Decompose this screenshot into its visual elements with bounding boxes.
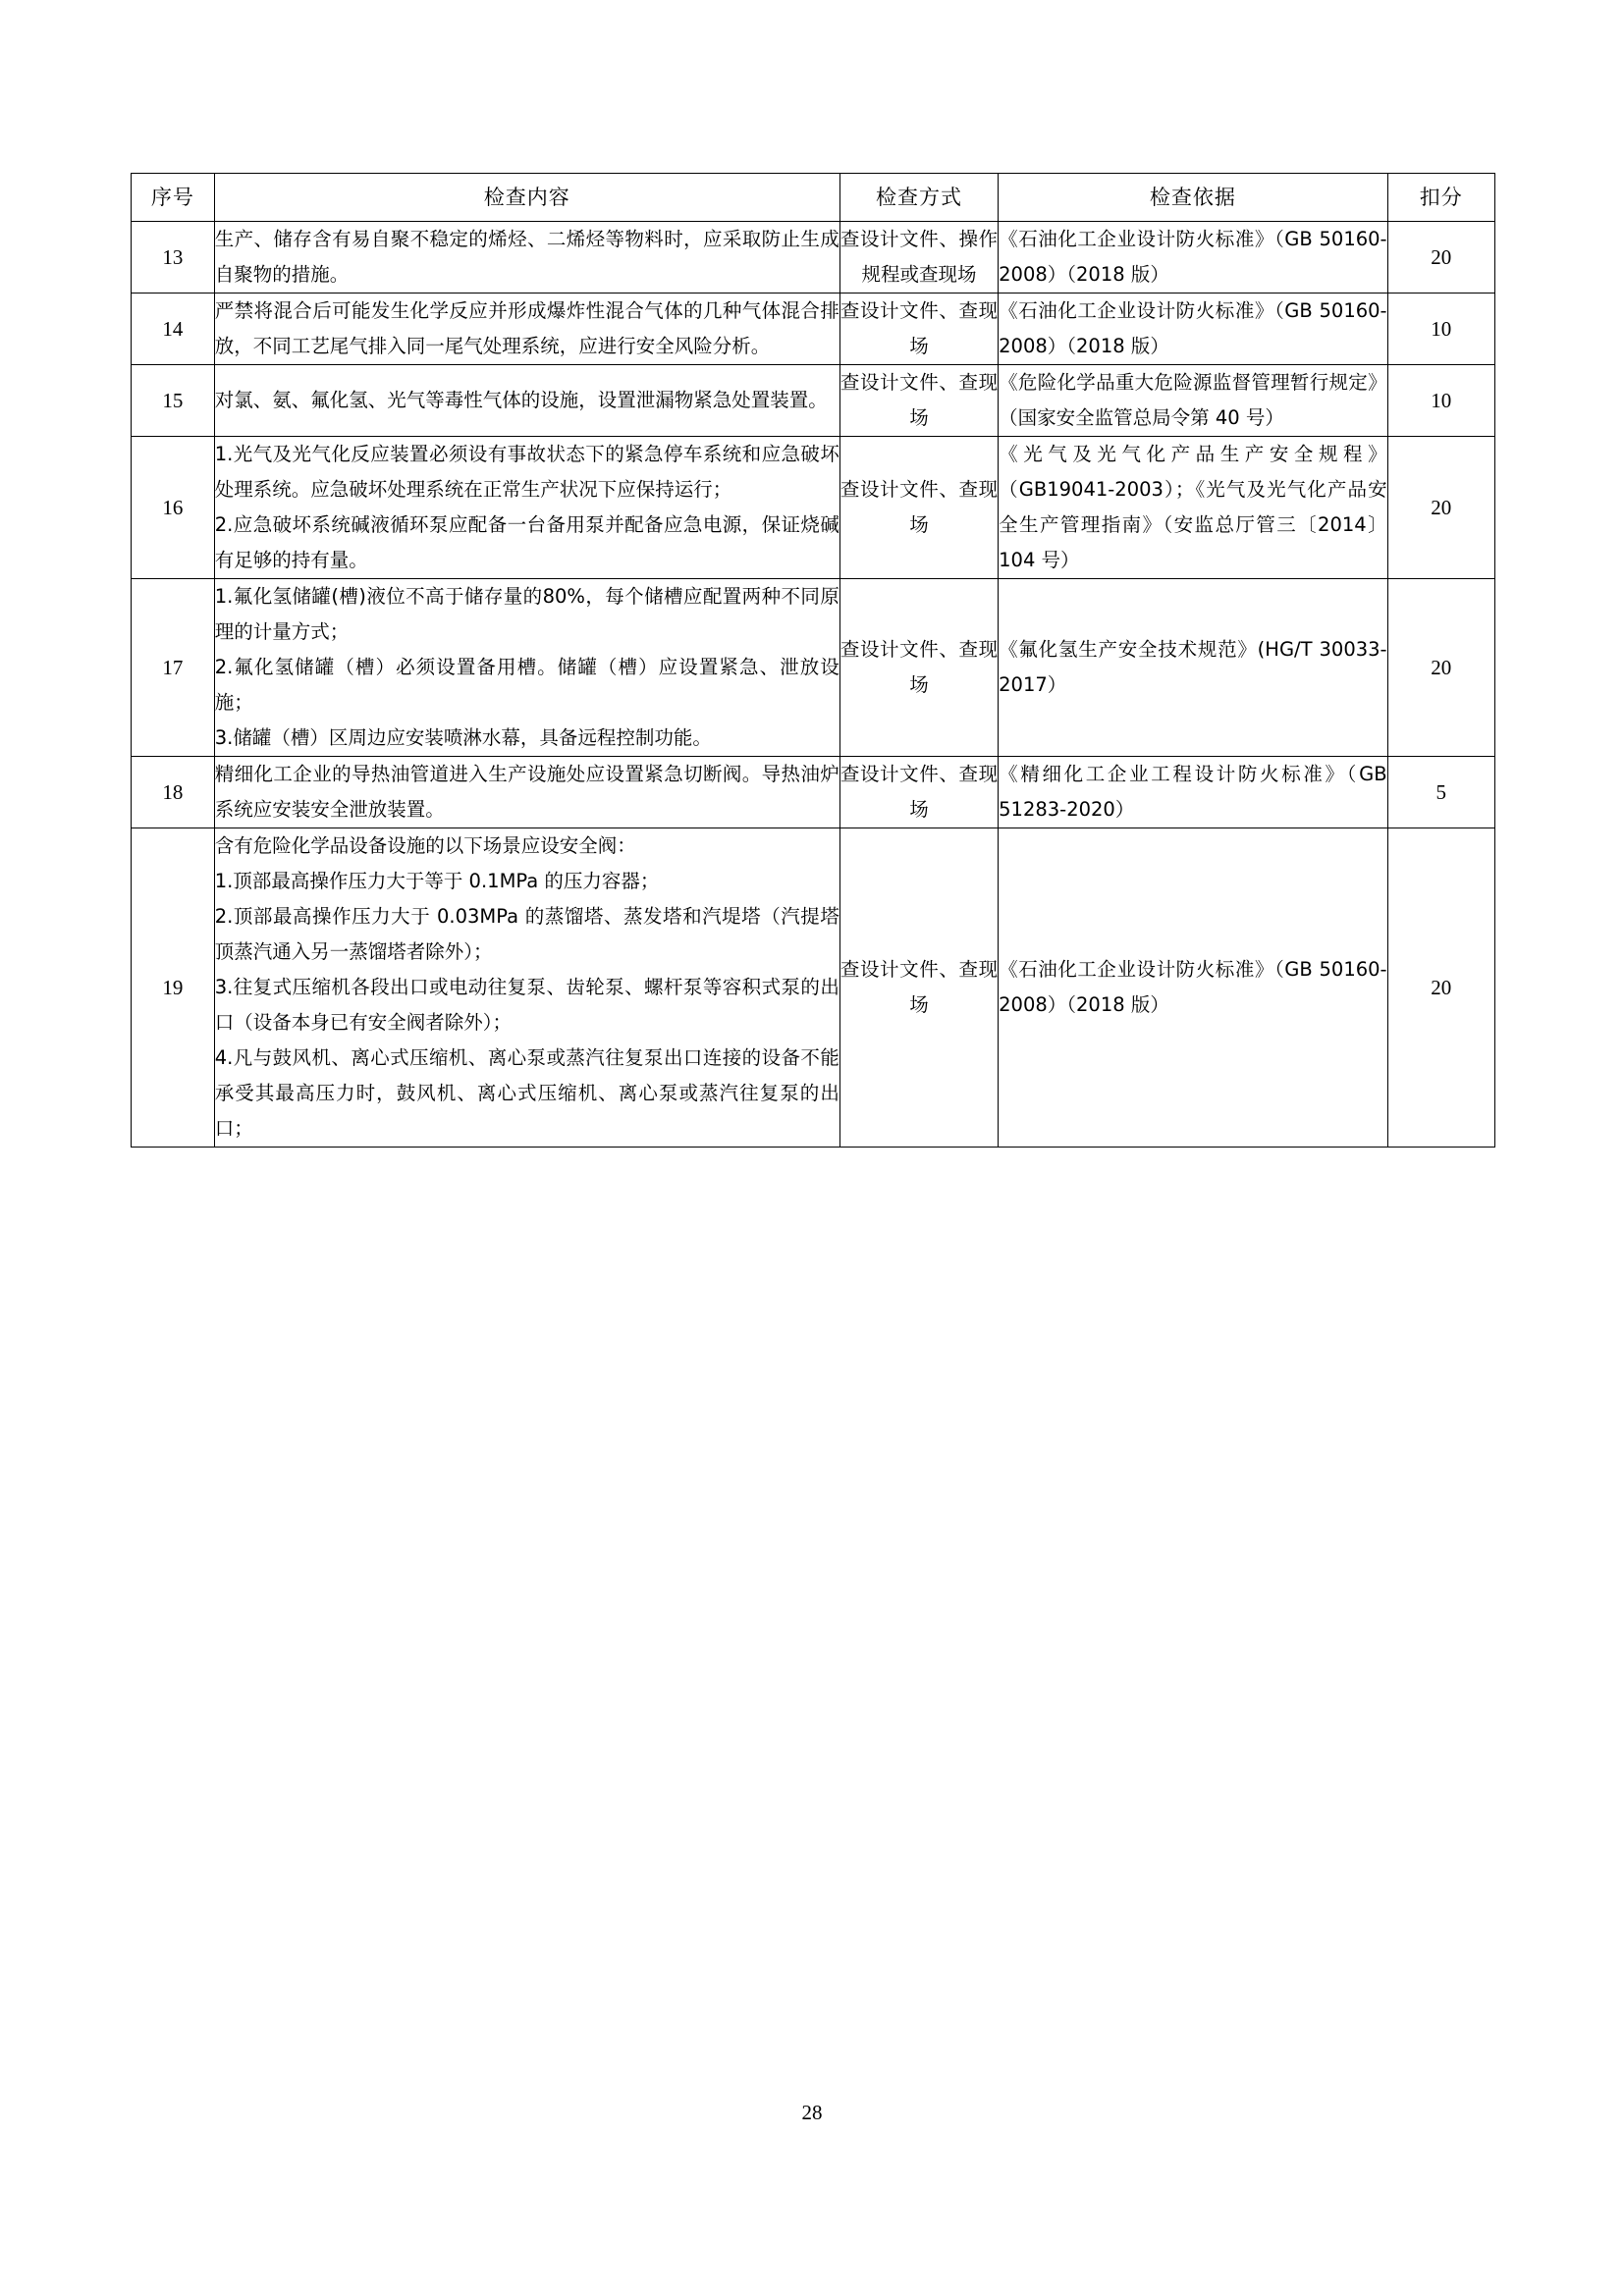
row-method: 查设计文件、查现场 xyxy=(839,365,998,437)
row-basis: 《精细化工企业工程设计防火标准》（GB 51283-2020） xyxy=(999,757,1387,828)
column-header-score: 扣分 xyxy=(1387,174,1494,222)
table-row xyxy=(132,365,1495,437)
row-method: 查设计文件、操作规程或查现场 xyxy=(839,222,998,294)
row-method: 查设计文件、查现场 xyxy=(839,828,998,1148)
row-basis: 《石油化工企业设计防火标准》（GB 50160-2008）（2018 版） xyxy=(999,222,1387,294)
row-score: 5 xyxy=(1387,757,1494,828)
row-basis: 《石油化工企业设计防火标准》（GB 50160-2008）（2018 版） xyxy=(999,828,1387,1148)
page-number: 28 xyxy=(801,2101,823,2124)
column-header-basis: 检查依据 xyxy=(999,174,1387,222)
checklist-table xyxy=(131,173,1495,1148)
row-score: 20 xyxy=(1387,579,1494,757)
row-content: 生产、储存含有易自聚不稳定的烯烃、二烯烃等物料时，应采取防止生成自聚物的措施。 xyxy=(214,222,839,294)
row-number: 13 xyxy=(132,222,215,294)
table-header xyxy=(132,174,1495,222)
row-method: 查设计文件、查现场 xyxy=(839,437,998,579)
row-basis: 《石油化工企业设计防火标准》（GB 50160-2008）（2018 版） xyxy=(999,294,1387,365)
row-content: 精细化工企业的导热油管道进入生产设施处应设置紧急切断阀。导热油炉系统应安装安全泄放装置。 xyxy=(214,757,839,828)
row-score: 20 xyxy=(1387,222,1494,294)
row-number: 16 xyxy=(132,437,215,579)
row-basis: 《光气及光气化产品生产安全规程》（GB19041-2003）；《光气及光气化产品安全生产管理指南》（安监总厅管三〔2014〕104 号） xyxy=(999,437,1387,579)
row-number: 15 xyxy=(132,365,215,437)
checklist-table-wrapper xyxy=(131,173,1495,1148)
table-row xyxy=(132,437,1495,579)
row-score: 10 xyxy=(1387,294,1494,365)
row-method: 查设计文件、查现场 xyxy=(839,294,998,365)
row-number: 17 xyxy=(132,579,215,757)
row-number: 14 xyxy=(132,294,215,365)
column-header-method: 检查方式 xyxy=(839,174,998,222)
row-score: 20 xyxy=(1387,828,1494,1148)
row-number: 19 xyxy=(132,828,215,1148)
row-content: 含有危险化学品设备设施的以下场景应设安全阀： 1.顶部最高操作压力大于等于 0.1MPa 的压力容器； 2.顶部最高操作压力大于 0.03MPa 的蒸馏塔、蒸发塔和汽堤塔（汽提塔顶蒸汽通入另一蒸馏塔者除外）； 3.往复式压缩机各段出口或电动往复泵、齿轮泵、螺杆泵等容积式泵的出口（设备本身已有安全阀者除外）； 4.凡与鼓风机、离心式压缩机、离心泵或蒸汽往复泵出口连接的设备不能承受其最高压力时，鼓风机、离心式压缩机、离心泵或蒸汽往复泵的出口； xyxy=(214,828,839,1148)
table-row xyxy=(132,579,1495,757)
row-score: 10 xyxy=(1387,365,1494,437)
table-header-row xyxy=(132,174,1495,222)
table-row xyxy=(132,222,1495,294)
table-row xyxy=(132,294,1495,365)
row-basis: 《氟化氢生产安全技术规范》(HG/T 30033-2017） xyxy=(999,579,1387,757)
column-header-content: 检查内容 xyxy=(214,174,839,222)
table-row xyxy=(132,757,1495,828)
row-number: 18 xyxy=(132,757,215,828)
row-method: 查设计文件、查现场 xyxy=(839,757,998,828)
row-basis: 《危险化学品重大危险源监督管理暂行规定》（国家安全监管总局令第 40 号） xyxy=(999,365,1387,437)
row-content: 1.光气及光气化反应装置必须设有事故状态下的紧急停车系统和应急破坏处理系统。应急破坏处理系统在正常生产状况下应保持运行； 2.应急破坏系统碱液循环泵应配备一台备用泵并配备应急电源，保证烧碱有足够的持有量。 xyxy=(214,437,839,579)
table-body xyxy=(132,222,1495,1148)
table-row xyxy=(132,828,1495,1148)
row-score: 20 xyxy=(1387,437,1494,579)
row-content: 1.氟化氢储罐(槽)液位不高于储存量的80%，每个储槽应配置两种不同原理的计量方式； 2.氟化氢储罐（槽）必须设置备用槽。储罐（槽）应设置紧急、泄放设施； 3.储罐（槽）区周边应安装喷淋水幕，具备远程控制功能。 xyxy=(214,579,839,757)
row-content: 对氯、氨、氟化氢、光气等毒性气体的设施，设置泄漏物紧急处置装置。 xyxy=(214,365,839,437)
row-content: 严禁将混合后可能发生化学反应并形成爆炸性混合气体的几种气体混合排放，不同工艺尾气排入同一尾气处理系统，应进行安全风险分析。 xyxy=(214,294,839,365)
row-method: 查设计文件、查现场 xyxy=(839,579,998,757)
column-header-no: 序号 xyxy=(132,174,215,222)
